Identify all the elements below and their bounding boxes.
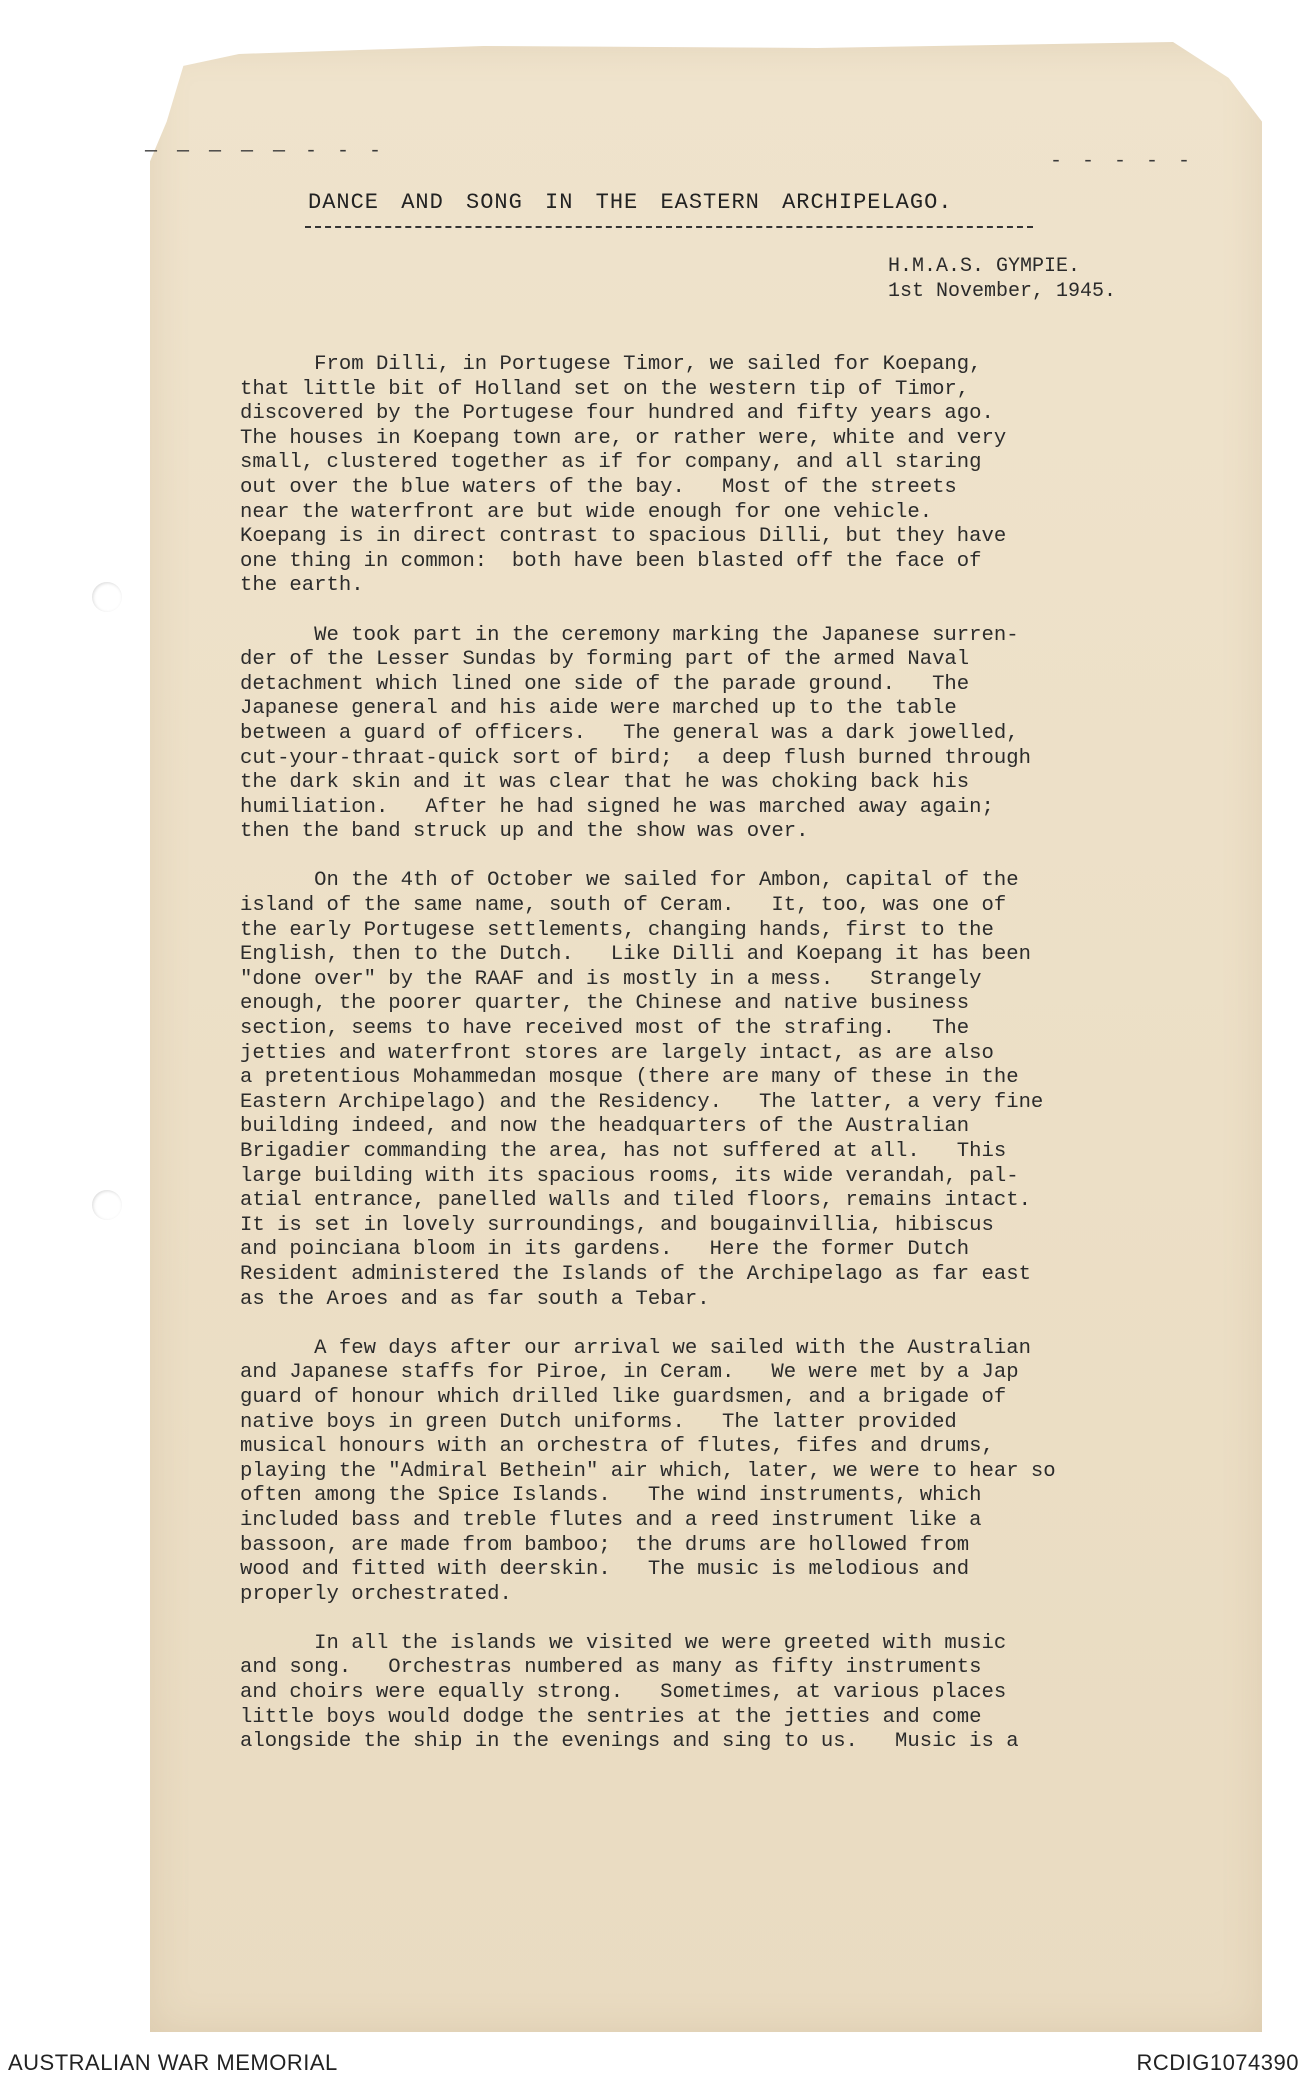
- text-line: often among the Spice Islands. The wind instruments, which: [240, 1484, 982, 1508]
- text-line: detachment which lined one side of the parade ground. The: [240, 672, 970, 696]
- text-line: wood and fitted with deerskin. The music is melodious and: [240, 1558, 970, 1582]
- document-title: DANCE AND SONG IN THE EASTERN ARCHIPELAGO.: [308, 190, 953, 215]
- text-line: and choirs were equally strong. Sometimes, at various places: [240, 1681, 1007, 1705]
- document-header: [888, 254, 1116, 304]
- punch-hole-bottom: [92, 1190, 122, 1220]
- text-line: between a guard of officers. The general was a dark jowelled,: [240, 721, 1019, 745]
- document-body: [240, 353, 1240, 1779]
- punch-hole-top: [92, 582, 122, 612]
- text-line: playing the "Admiral Bethein" air which, later, we were to hear so: [240, 1459, 1056, 1483]
- footer-archive-name: AUSTRALIAN WAR MEMORIAL: [8, 2050, 338, 2075]
- text-line: Japanese general and his aide were marched up to the table: [240, 697, 957, 721]
- text-line: humiliation. After he had signed he was marched away again;: [240, 795, 994, 819]
- text-line: properly orchestrated.: [240, 1582, 512, 1606]
- text-line: little boys would dodge the sentries at the jetties and come: [240, 1705, 982, 1729]
- paragraph: [240, 353, 1240, 599]
- text-line: and Japanese staffs for Piroe, in Ceram. We were met by a Jap: [240, 1361, 1019, 1385]
- text-line: and poinciana bloom in its gardens. Here the former Dutch: [240, 1238, 970, 1262]
- text-line: atial entrance, panelled walls and tiled floors, remains intact.: [240, 1189, 1031, 1213]
- text-line: the dark skin and it was clear that he was choking back his: [240, 771, 970, 795]
- dashed-mark-left: — — — — — - - -: [145, 140, 386, 163]
- text-line: out over the blue waters of the bay. Most of the streets: [240, 475, 957, 499]
- text-line: one thing in common: both have been blasted off the face of: [240, 549, 982, 573]
- text-line: Brigadier commanding the area, has not suffered at all. This: [240, 1140, 1007, 1163]
- paragraph: [240, 1632, 1240, 1755]
- text-line: In all the islands we visited we were greeted with music: [240, 1631, 1007, 1655]
- text-line: island of the same name, south of Ceram. It, too, was one of: [240, 894, 1007, 918]
- title-underline: [305, 226, 1033, 228]
- text-line: bassoon, are made from bamboo; the drums are hollowed from: [240, 1533, 970, 1557]
- text-line: jetties and waterfront stores are largely intact, as are also: [240, 1041, 994, 1065]
- text-line: that little bit of Holland set on the western tip of Timor,: [240, 377, 970, 401]
- text-line: Resident administered the Islands of the Archipelago as far east: [240, 1262, 1031, 1286]
- text-line: Eastern Archipelago) and the Residency. The latter, a very fine: [240, 1090, 1044, 1114]
- text-line: We took part in the ceremony marking the Japanese surren-: [240, 623, 1019, 647]
- text-line: section, seems to have received most of the strafing. The: [240, 1017, 970, 1041]
- text-line: the early Portugese settlements, changing hands, first to the: [240, 918, 994, 942]
- text-line: musical honours with an orchestra of flutes, fifes and drums,: [240, 1435, 994, 1459]
- text-line: alongside the ship in the evenings and sing to us. Music is a: [240, 1730, 1019, 1754]
- text-line: as the Aroes and as far south a Tebar.: [240, 1287, 710, 1311]
- text-line: English, then to the Dutch. Like Dilli and Koepang it has been: [240, 943, 1031, 967]
- text-line: native boys in green Dutch uniforms. The latter provided: [240, 1410, 957, 1434]
- text-line: On the 4th of October we sailed for Ambon, capital of the: [240, 869, 1019, 893]
- document-date: 1st November, 1945.: [888, 280, 1117, 303]
- text-line: guard of honour which drilled like guardsmen, and a brigade of: [240, 1385, 1007, 1409]
- text-line: the earth.: [240, 574, 364, 598]
- ship-name: H.M.A.S. GYMPIE.: [888, 255, 1081, 278]
- text-line: Koepang is in direct contrast to spacious Dilli, but they have: [240, 525, 1007, 549]
- text-line: The houses in Koepang town are, or rather were, white and very: [240, 426, 1007, 450]
- text-line: small, clustered together as if for company, and all staring: [240, 451, 982, 475]
- text-line: It is set in lovely surroundings, and bougainvillia, hibiscus: [240, 1213, 994, 1237]
- text-line: cut-your-thraat-quick sort of bird; a deep flush burned through: [240, 746, 1031, 770]
- text-line: large building with its spacious rooms, its wide verandah, pal-: [240, 1164, 1019, 1188]
- text-line: and song. Orchestras numbered as many as fifty instruments: [240, 1656, 982, 1680]
- text-line: a pretentious Mohammedan mosque (there are many of these in the: [240, 1066, 1019, 1090]
- text-line: From Dilli, in Portugese Timor, we sailed for Koepang,: [240, 353, 982, 376]
- paragraph: [240, 624, 1240, 845]
- text-line: then the band struck up and the show was over.: [240, 820, 809, 844]
- dashed-mark-right: - - - - -: [1050, 150, 1195, 173]
- text-line: A few days after our arrival we sailed with the Australian: [240, 1336, 1031, 1360]
- paragraph: [240, 869, 1240, 1312]
- text-line: "done over" by the RAAF and is mostly in a mess. Strangely: [240, 967, 982, 991]
- footer-record-id: RCDIG1074390: [1136, 2050, 1299, 2075]
- text-line: enough, the poorer quarter, the Chinese and native business: [240, 992, 970, 1016]
- paragraph: [240, 1337, 1240, 1608]
- text-line: included bass and treble flutes and a reed instrument like a: [240, 1508, 982, 1532]
- text-line: near the waterfront are but wide enough for one vehicle.: [240, 500, 933, 524]
- text-line: building indeed, and now the headquarters of the Australian: [240, 1115, 970, 1139]
- text-line: der of the Lesser Sundas by forming part of the armed Naval: [240, 648, 970, 672]
- text-line: discovered by the Portugese four hundred and fifty years ago.: [240, 402, 994, 426]
